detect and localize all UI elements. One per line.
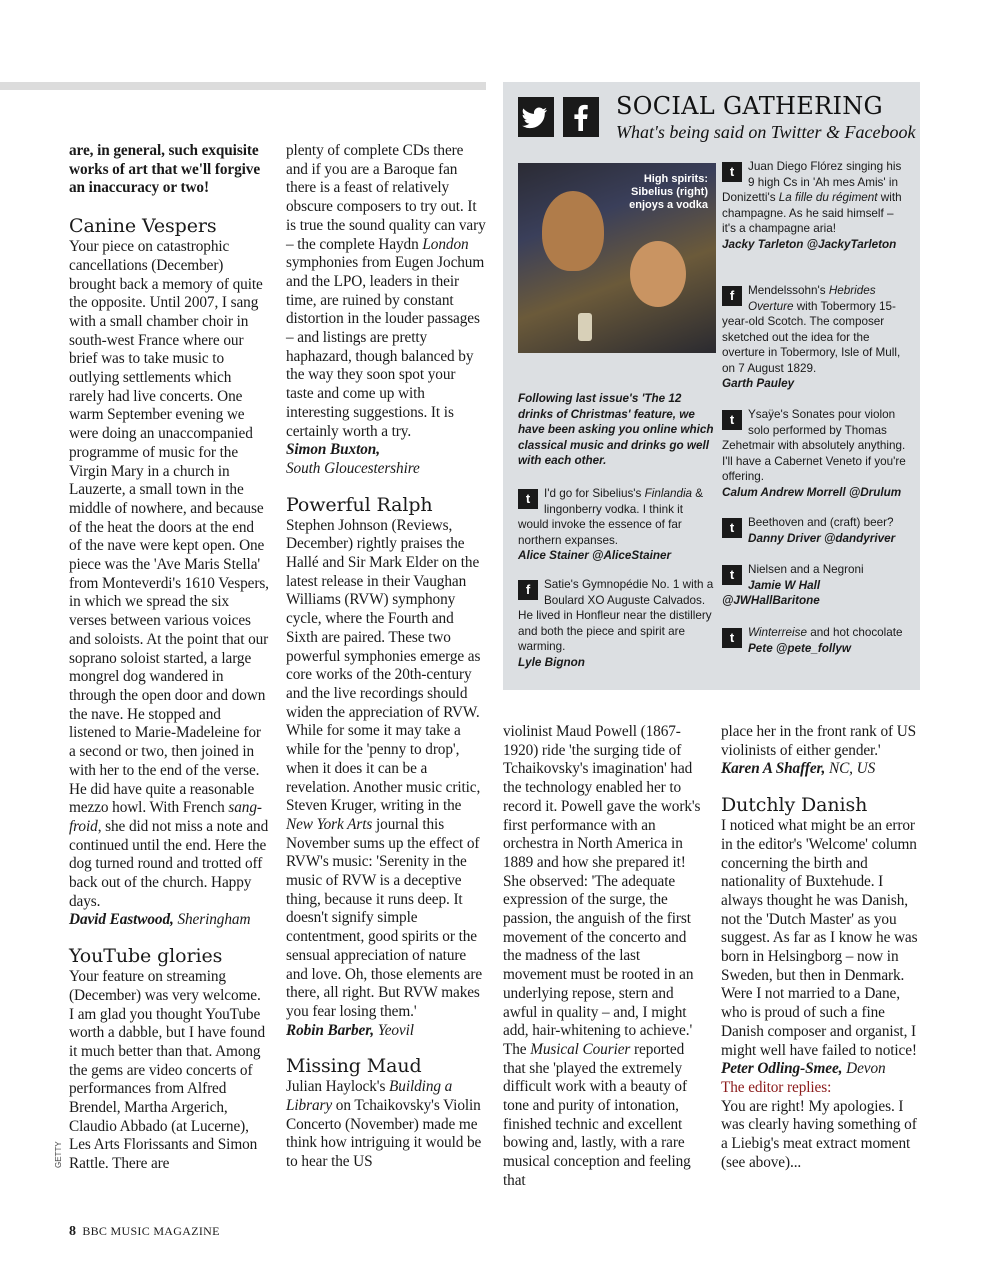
social-post: t Winterreise and hot chocolate Pete @pete_follyw xyxy=(722,625,908,656)
photo-caption: High spirits: Sibelius (right) enjoys a vodka xyxy=(629,173,708,211)
heading-powerful-ralph: Powerful Ralph xyxy=(286,493,433,516)
social-post: f Mendelssohn's Hebrides Overture with Tobermory 15-year-old Scotch. The composer sketched out the idea for the overture in Tobermory, Isle of Mull, on 7 August 1829. Garth Pauley xyxy=(722,284,901,390)
facebook-icon: f xyxy=(518,580,538,600)
facebook-icon: f xyxy=(722,286,742,306)
social-gathering-panel xyxy=(503,82,920,690)
facebook-icon xyxy=(563,97,599,137)
letter-body: place her in the front rank of US violinists of either gender.' xyxy=(721,723,917,759)
page-folio xyxy=(69,1224,220,1240)
heading-canine-vespers: Canine Vespers xyxy=(69,215,217,238)
panel-subtitle: What's being said on Twitter & Facebook xyxy=(616,122,916,142)
twitter-icon: t xyxy=(518,489,538,509)
twitter-icon: t xyxy=(722,410,742,430)
letter-body: Stephen Johnson (Reviews, December) rightly praises the Hallé and Sir Mark Elder on the latest release in their Vaughan Williams (RVW) symphony cycle, where the Fourth and Sixth are paired. These two powerful symphonies emerge as core works of the 20th-century and the live recordings should widen the appreciation of RVW. While for some it may take a while for the 'penny to drop', when it does it can be a revelation. Another music critic, Steven Kruger, writing in the New York Arts journal this November sums up the effect of RVW's music: 'Serenity in the music of RVW is a deceptive thing, because it runs deep. It doesn't signify simple contentment, good spirits or the sensual appreciation of nature and love. Oh, those elements are there, all right. But RVW makes you fear losing them.' xyxy=(286,516,483,1020)
social-post: t I'd go for Sibelius's Finlandia & lingonberry vodka. I think it would invoke the essence of far northern expanses. Alice Stainer @AliceStainer xyxy=(518,487,704,562)
social-post: t Juan Diego Flórez singing his 9 high Cs in 'Ah mes Amis' in Donizetti's La fille du régiment with champagne. As he said himself – it's a champagne aria! Jacky Tarleton @JackyTarleton xyxy=(722,160,902,251)
twitter-icon: t xyxy=(722,518,742,538)
opening-text: are, in general, such exquisite works of art that we'll forgive an inaccuracy or two! xyxy=(69,142,261,197)
letters-column-4 xyxy=(721,723,921,1172)
letter-signature: David Eastwood, Sheringham xyxy=(69,911,251,929)
vodka-glass xyxy=(578,313,592,341)
sibelius-photo xyxy=(518,163,716,353)
photo-credit: GETTY xyxy=(54,1141,63,1168)
twitter-icon: t xyxy=(722,565,742,585)
portrait-figure xyxy=(542,191,604,271)
social-post: t Beethoven and (craft) beer? Danny Driver @dandyriver xyxy=(722,515,908,546)
letter-signature: Simon Buxton, South Gloucestershire xyxy=(286,441,420,477)
letter-signature: Karen A Shaffer, NC, US xyxy=(721,760,876,778)
letter-signature: Peter Odling-Smee, Devon xyxy=(721,1060,886,1078)
page-number: 8 xyxy=(69,1224,77,1239)
letter-body: violinist Maud Powell (1867-1920) ride 'the surging tide of Tchaikovsky's imagination' had the technology enabled her to record it. Powell gave the work's first performance with an orchestra in North America in 1889 and how she prepared it! She observed: 'The adequate expression of the surge, the passion, the anguish of the first movement of the concerto and the madness of the last movement must be rooted in an underlying repose, stern and awful in quality – and, I might add, hair-whitening to achieve.' The Musical Courier reported that she 'played the extremely difficult work with a beauty of tone and purity of intonation, finished technic and excellent bowing and, lastly, with a rare musical conception and feeling that xyxy=(503,723,701,1189)
magazine-name: BBC MUSIC MAGAZINE xyxy=(82,1224,220,1238)
social-post: t Ysaÿe's Sonates pour violon solo performed by Thomas Zehetmair with absolutely anything. I'll have a Cabernet Veneto if you're offering. Calum Andrew Morrell @Drulum xyxy=(722,408,906,499)
letters-column-2 xyxy=(286,142,486,1172)
letter-body: plenty of complete CDs there and if you are a Baroque fan there is a feast of relatively obscure composers to try out. It is true the sound quality can vary – the complete Haydn London symphonies from Eugen Jochum and the LPO, leaders in their time, are ruined by constant distortion in the louder passages – and listings are pretty haphazard, though balanced by the way they soon spot your taste and come up with interesting suggestions. It is certainly worth a try. xyxy=(286,142,486,440)
letter-body: Your feature on streaming (December) was very welcome. I am glad you thought YouTube worth a dabble, but I have found it much better than that. Among the gems are video concerts of performances from Alfred Brendel, Martha Argerich, Claudio Abbado (at Lucerne), Les Arts Florissants and Simon Rattle. There are xyxy=(69,968,266,1173)
top-rule xyxy=(0,82,486,90)
letter-body: Your piece on catastrophic cancellations (December) brought back a memory of quite the opposite. Until 2007, I sang with a small chamber choir in south-west France where our brief was to take music to outlying settlements which rarely had live concerts. One warm September evening we were doing an unaccompanied programme of music for the Virgin Mary in a church in Lauzerte, a small town in the middle of nowhere, and because of the heat the doors at the end of the nave were kept open. One piece was the 'Ave Maris Stella' from Monteverdi's 1610 Vespers, in which we spread the six verses between various voices and soloists. At the point that our soprano soloist started, a large mongrel dog wandered in through the open door and down the nave. He stopped and listened to Marie-Madeleine for a second or two, then joined in with her to the end of the verse. He did have quite a reasonable mezzo howl. With French sang-froid, she did not miss a note and continued until the end. Here the dog turned round and trotted off back out of the church. Happy days. xyxy=(69,238,269,910)
editor-reply-text: You are right! My apologies. I was clearly having something of a Liebig's meat extract moment (see above)... xyxy=(721,1097,917,1171)
letters-column-1 xyxy=(69,142,269,1174)
panel-title: SOCIAL GATHERING xyxy=(616,92,884,120)
twitter-icon: t xyxy=(722,162,742,182)
letter-body: I noticed what might be an error in the editor's 'Welcome' column concerning the birth and nationality of Buxtehude. I always thought he was Danish, not the 'Dutch Master' as you suggest. As far as I know he was born in Helsingborg – now in Sweden, but then in Denmark. Were I not married to a Dane, who is proud of such a fine Danish composer and organist, I might well have failed to notice! xyxy=(721,817,918,1059)
letter-signature: Robin Barber, Yeovil xyxy=(286,1021,414,1039)
editor-reply-label: The editor replies: xyxy=(721,1078,832,1096)
letters-column-3 xyxy=(503,723,703,1191)
social-post: t Nielsen and a Negroni Jamie W Hall @JWHallBaritone xyxy=(722,563,864,607)
panel-intro: Following last issue's 'The 12 drinks of Christmas' feature, we have been asking you online which classical music and drinks go well with each other. xyxy=(518,392,714,467)
twitter-icon xyxy=(518,97,554,137)
letter-body: Julian Haylock's Building a Library on Tchaikovsky's Violin Concerto (November) made me think how intriguing it would be to hear the US xyxy=(286,1078,482,1171)
heading-missing-maud: Missing Maud xyxy=(286,1055,422,1078)
social-post: f Satie's Gymnopédie No. 1 with a Boulard XO Auguste Calvados. He lived in Honfleur near the distillery and both the piece and spirit are warming. Lyle Bignon xyxy=(518,578,714,669)
twitter-icon: t xyxy=(722,628,742,648)
heading-dutchly-danish: Dutchly Danish xyxy=(721,794,868,817)
heading-youtube-glories: YouTube glories xyxy=(69,945,223,968)
portrait-figure xyxy=(630,241,686,307)
